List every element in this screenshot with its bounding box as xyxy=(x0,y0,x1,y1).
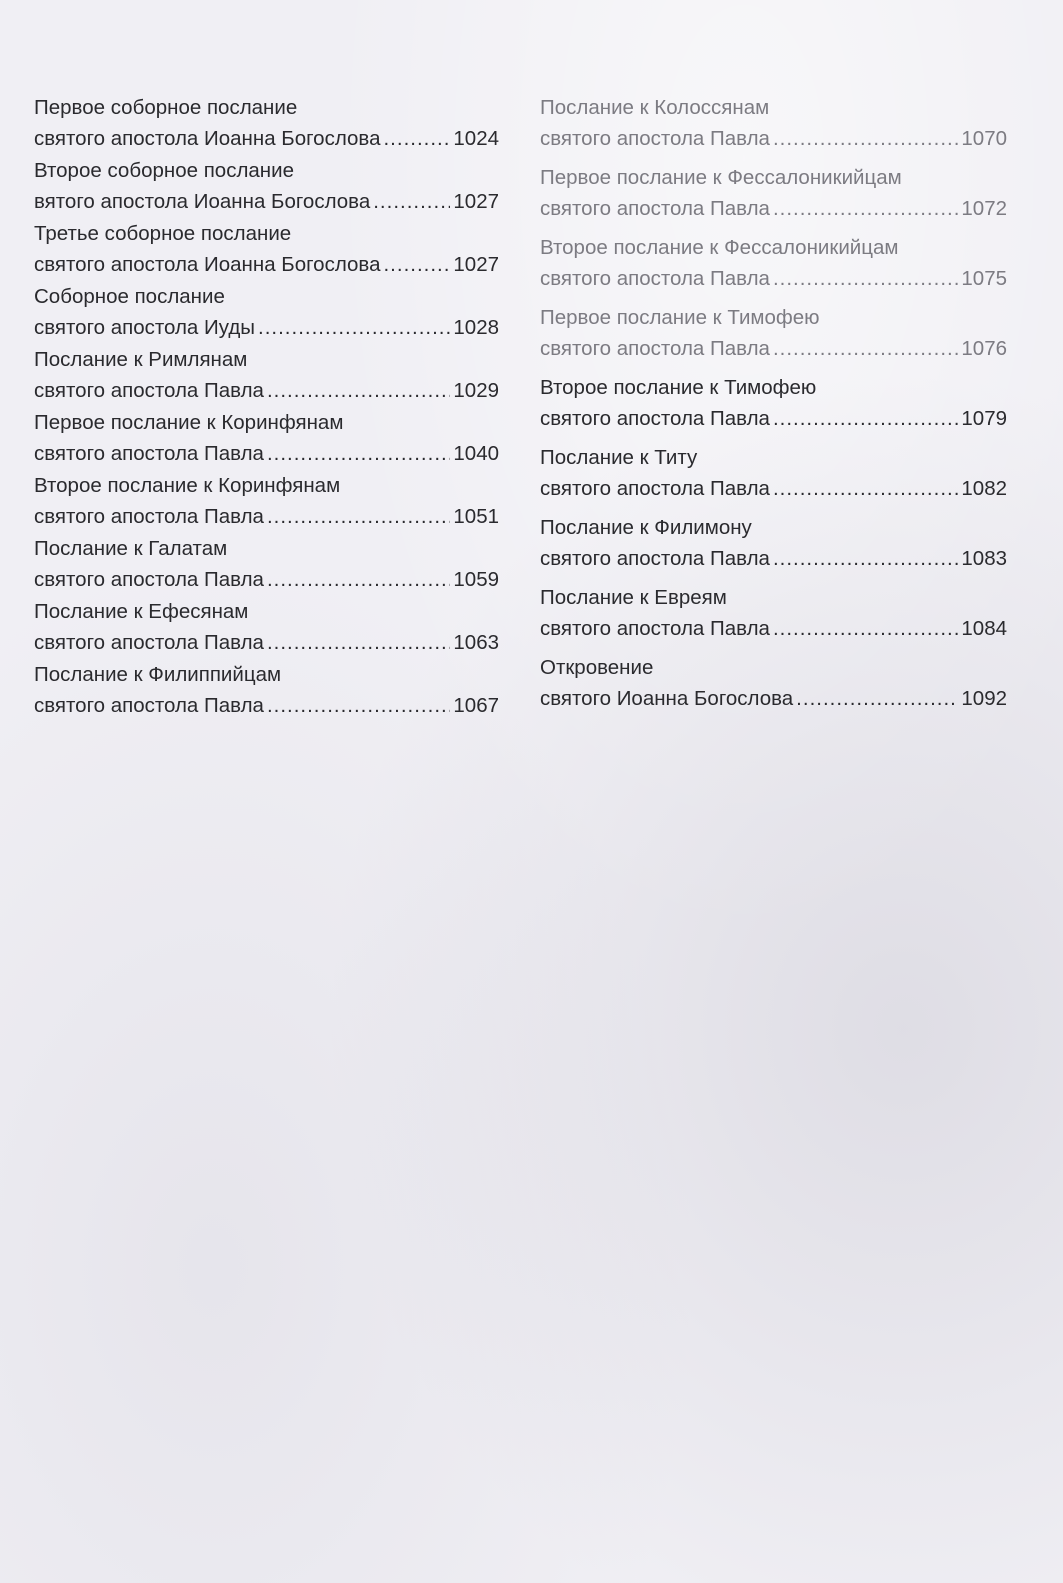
toc-entry-subtitle-row xyxy=(34,501,499,532)
page-number: 1092 xyxy=(961,687,1007,710)
page-number: 1070 xyxy=(961,127,1007,150)
toc-entry-title: Послание к Галатам xyxy=(34,537,228,560)
toc-entry-subtitle-row xyxy=(34,123,499,154)
toc-left-column xyxy=(34,92,499,722)
toc-entry-subtitle: святого апостола Павла xyxy=(540,407,770,430)
toc-entry-subtitle: святого Иоанна Богослова xyxy=(540,687,794,710)
toc-entry-subtitle-row xyxy=(34,438,499,469)
page-number: 1076 xyxy=(961,337,1007,360)
toc-entry-subtitle: святого апостола Павла xyxy=(540,127,770,150)
dot-leader xyxy=(267,564,450,595)
toc-entry xyxy=(34,596,499,659)
page-number: 1082 xyxy=(961,477,1007,500)
toc-entry-subtitle-row xyxy=(34,249,499,280)
toc-entry xyxy=(34,155,499,218)
dot-leader xyxy=(773,193,958,224)
dot-leader xyxy=(773,473,958,504)
dot-leader xyxy=(267,627,450,658)
toc-entry xyxy=(540,232,1007,302)
toc-entry-subtitle: святого апостола Иоанна Богослова xyxy=(34,253,381,276)
toc-entry xyxy=(540,372,1007,442)
toc-entry xyxy=(34,281,499,344)
dot-leader xyxy=(773,613,958,644)
dot-leader xyxy=(773,263,958,294)
toc-entry-title: Послание к Евреям xyxy=(540,586,727,609)
toc-entry-title: Второе послание к Тимофею xyxy=(540,376,817,399)
toc-entry xyxy=(540,652,1007,722)
toc-entry xyxy=(540,512,1007,582)
toc-entry-subtitle-row xyxy=(34,564,499,595)
dot-leader xyxy=(773,123,958,154)
toc-entry-subtitle: святого апостола Павла xyxy=(540,617,770,640)
toc-entry xyxy=(34,659,499,722)
dot-leader xyxy=(773,333,958,364)
toc-entry-title: Первое послание к Коринфянам xyxy=(34,411,344,434)
dot-leader xyxy=(383,123,450,154)
toc-entry-title: Второе послание к Коринфянам xyxy=(34,474,341,497)
toc-entry xyxy=(540,162,1007,232)
toc-entry-subtitle: святого апостола Павла xyxy=(540,547,770,570)
page-number: 1072 xyxy=(961,197,1007,220)
page-number: 1063 xyxy=(453,631,499,654)
toc-entry-subtitle-row xyxy=(34,186,499,217)
toc-entry-title: Второе соборное послание xyxy=(34,159,294,182)
dot-leader xyxy=(796,683,958,714)
page-number: 1059 xyxy=(453,568,499,591)
dot-leader xyxy=(773,543,958,574)
toc-entry-subtitle: святого апостола Павла xyxy=(540,267,770,290)
toc-entry-title: Третье соборное послание xyxy=(34,222,292,245)
page-number: 1051 xyxy=(453,505,499,528)
page-number: 1079 xyxy=(961,407,1007,430)
toc-entry-subtitle-row xyxy=(540,263,1007,294)
toc-entry-subtitle: святого апостола Иоанна Богослова xyxy=(34,127,381,150)
toc-entry-subtitle: святого апостола Павла xyxy=(34,568,264,591)
toc-entry-subtitle: святого апостола Павла xyxy=(34,694,264,717)
toc-entry-subtitle: святого апостола Павла xyxy=(34,631,264,654)
toc-entry-subtitle-row xyxy=(540,473,1007,504)
toc-entry xyxy=(34,92,499,155)
toc-entry-title: Откровение xyxy=(540,656,654,679)
toc-entry-subtitle: святого апостола Павла xyxy=(540,477,770,500)
page-number: 1029 xyxy=(453,379,499,402)
toc-entry xyxy=(540,442,1007,512)
toc-entry-subtitle-row xyxy=(540,613,1007,644)
dot-leader xyxy=(267,375,450,406)
toc-entry-title: Послание к Римлянам xyxy=(34,348,248,371)
toc-entry-title: Послание к Филимону xyxy=(540,516,752,539)
page-number: 1067 xyxy=(453,694,499,717)
toc-entry-subtitle: святого апостола Иуды xyxy=(34,316,256,339)
toc-entry-subtitle-row xyxy=(540,683,1007,714)
dot-leader xyxy=(258,312,450,343)
toc-entry xyxy=(540,92,1007,162)
page-number: 1027 xyxy=(453,190,499,213)
toc-entry-subtitle: святого апостола Павла xyxy=(540,197,770,220)
toc-entry-subtitle-row xyxy=(540,333,1007,364)
toc-entry-title: Первое послание к Фессалоникийцам xyxy=(540,166,902,189)
toc-entry-subtitle-row xyxy=(540,403,1007,434)
toc-entry-subtitle-row xyxy=(540,123,1007,154)
toc-entry-subtitle: святого апостола Павла xyxy=(34,505,264,528)
page-number: 1027 xyxy=(453,253,499,276)
toc-entry-subtitle-row xyxy=(540,193,1007,224)
toc-entry xyxy=(34,344,499,407)
toc-entry xyxy=(34,470,499,533)
dot-leader xyxy=(267,438,450,469)
toc-entry-title: Послание к Колоссянам xyxy=(540,96,770,119)
toc-entry xyxy=(34,407,499,470)
toc-entry-title: Послание к Ефесянам xyxy=(34,600,249,623)
page-number: 1040 xyxy=(453,442,499,465)
dot-leader xyxy=(373,186,450,217)
toc-entry-subtitle-row xyxy=(34,627,499,658)
dot-leader xyxy=(267,501,450,532)
toc-entry-title: Послание к Филиппийцам xyxy=(34,663,282,686)
toc-entry-subtitle: вятого апостола Иоанна Богослова xyxy=(34,190,371,213)
toc-entry-subtitle-row xyxy=(540,543,1007,574)
toc-entry-subtitle-row xyxy=(34,690,499,721)
page-number: 1024 xyxy=(453,127,499,150)
toc-entry xyxy=(34,533,499,596)
toc-right-column xyxy=(540,92,1007,722)
toc-entry-subtitle-row xyxy=(34,312,499,343)
toc-entry-subtitle: святого апостола Павла xyxy=(540,337,770,360)
dot-leader xyxy=(267,690,450,721)
toc-entry xyxy=(34,218,499,281)
toc-entry-subtitle: святого апостола Павла xyxy=(34,442,264,465)
dot-leader xyxy=(383,249,450,280)
page-number: 1083 xyxy=(961,547,1007,570)
toc-entry-title: Второе послание к Фессалоникийцам xyxy=(540,236,899,259)
page-number: 1028 xyxy=(453,316,499,339)
dot-leader xyxy=(773,403,958,434)
toc-entry-subtitle-row xyxy=(34,375,499,406)
page-number: 1075 xyxy=(961,267,1007,290)
toc-entry-title: Послание к Титу xyxy=(540,446,698,469)
toc-entry-title: Первое соборное послание xyxy=(34,96,298,119)
toc-entry-subtitle: святого апостола Павла xyxy=(34,379,264,402)
toc-entry xyxy=(540,302,1007,372)
toc-entry-title: Соборное послание xyxy=(34,285,225,308)
page-number: 1084 xyxy=(961,617,1007,640)
toc-entry-title: Первое послание к Тимофею xyxy=(540,306,820,329)
toc-entry xyxy=(540,582,1007,652)
